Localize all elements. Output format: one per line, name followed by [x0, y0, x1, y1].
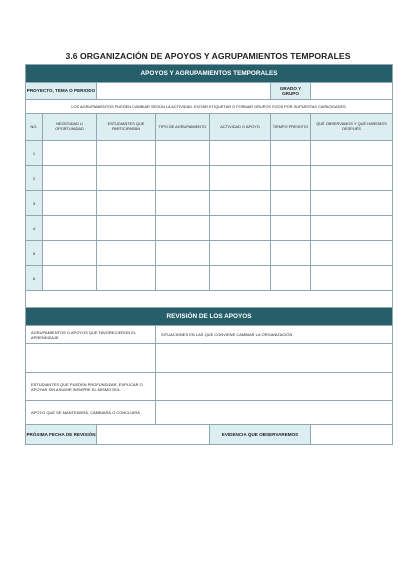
- spacer-row: [26, 291, 393, 308]
- col-header-grouping-type: TIPO DE AGRUPAMIENTO: [156, 114, 210, 141]
- row-number: 4: [26, 216, 43, 241]
- grouping-type-cell[interactable]: [156, 166, 210, 191]
- observations-cell[interactable]: [311, 216, 393, 241]
- time-cell[interactable]: [271, 216, 311, 241]
- effective-supports-field[interactable]: [26, 344, 156, 373]
- grouping-type-cell[interactable]: [156, 141, 210, 166]
- students-cell[interactable]: [97, 166, 156, 191]
- observations-cell[interactable]: [311, 191, 393, 216]
- grouping-note: LOS AGRUPAMIENTOS PUEDEN CAMBIAR SEGÚN LA ACTIVIDAD. EVITAR ETIQUETAR O FORMAR GRUPOS FIJOS POR SUPUESTAS CAPACIDADES.: [26, 100, 393, 114]
- change-situations-label: SITUACIONES EN LAS QUE CONVIENE CAMBIAR LA ORGANIZACIÓN: [156, 326, 393, 344]
- students-cell[interactable]: [97, 191, 156, 216]
- time-cell[interactable]: [271, 241, 311, 266]
- col-header-students: ESTUDIANTES QUE PARTICIPARÁN: [97, 114, 156, 141]
- section-header-review: REVISIÓN DE LOS APOYOS: [26, 308, 393, 326]
- group-label: GRADO Y GRUPO: [271, 83, 311, 100]
- need-cell[interactable]: [43, 241, 97, 266]
- next-review-date-field[interactable]: [97, 425, 210, 445]
- col-header-need: NECESIDAD U OPORTUNIDAD: [43, 114, 97, 141]
- students-cell[interactable]: [97, 241, 156, 266]
- deepen-students-field[interactable]: [156, 373, 393, 401]
- time-cell[interactable]: [271, 191, 311, 216]
- page-title: 3.6 ORGANIZACIÓN DE APOYOS Y AGRUPAMIENTOS TEMPORALES: [65, 51, 351, 61]
- project-label: PROYECTO, TEMA O PERIODO: [26, 83, 97, 100]
- observations-cell[interactable]: [311, 241, 393, 266]
- table-row: [26, 166, 393, 191]
- keep-support-field[interactable]: [156, 401, 393, 425]
- table-row: [26, 216, 393, 241]
- table-row: [26, 191, 393, 216]
- students-cell[interactable]: [97, 141, 156, 166]
- observations-cell[interactable]: [311, 266, 393, 291]
- grouping-type-cell[interactable]: [156, 191, 210, 216]
- section-header-supports: APOYOS Y AGRUPAMIENTOS TEMPORALES: [26, 65, 393, 83]
- activity-cell[interactable]: [210, 216, 271, 241]
- need-cell[interactable]: [43, 216, 97, 241]
- observations-cell[interactable]: [311, 166, 393, 191]
- time-cell[interactable]: [271, 166, 311, 191]
- effective-supports-label: AGRUPAMIENTOS O APOYOS QUE FAVORECIERON EL APRENDIZAJE: [26, 326, 156, 344]
- activity-cell[interactable]: [210, 166, 271, 191]
- activity-cell[interactable]: [210, 241, 271, 266]
- students-cell[interactable]: [97, 266, 156, 291]
- activity-cell[interactable]: [210, 191, 271, 216]
- need-cell[interactable]: [43, 141, 97, 166]
- supports-grouping-form: [25, 64, 393, 445]
- col-header-observations: QUÉ OBSERVAMOS Y QUÉ HAREMOS DESPUÉS: [311, 114, 393, 141]
- table-row: [26, 241, 393, 266]
- grouping-type-cell[interactable]: [156, 241, 210, 266]
- col-header-number: NO.: [26, 114, 43, 141]
- row-number: 2: [26, 166, 43, 191]
- grouping-type-cell[interactable]: [156, 216, 210, 241]
- need-cell[interactable]: [43, 191, 97, 216]
- need-cell[interactable]: [43, 266, 97, 291]
- table-row: [26, 266, 393, 291]
- time-cell[interactable]: [271, 266, 311, 291]
- deepen-students-label: ESTUDIANTES QUE PUEDEN PROFUNDIZAR, EXPLICAR O APOYAR SIN ASUMIR SIEMPRE EL MISMO ROL: [26, 373, 156, 401]
- col-header-time: TIEMPO PREVISTO: [271, 114, 311, 141]
- evidence-label: EVIDENCIA QUE OBSERVAREMOS: [210, 425, 311, 445]
- table-row: [26, 141, 393, 166]
- next-review-date-label: PRÓXIMA FECHA DE REVISIÓN: [26, 425, 97, 445]
- need-cell[interactable]: [43, 166, 97, 191]
- observations-cell[interactable]: [311, 141, 393, 166]
- students-cell[interactable]: [97, 216, 156, 241]
- activity-cell[interactable]: [210, 266, 271, 291]
- row-number: 1: [26, 141, 43, 166]
- grouping-type-cell[interactable]: [156, 266, 210, 291]
- keep-support-label: APOYO QUE SE MANTENDRÁ, CAMBIARÁ O CONCLUIRÁ: [26, 401, 156, 425]
- row-number: 6: [26, 266, 43, 291]
- activity-cell[interactable]: [210, 141, 271, 166]
- row-number: 3: [26, 191, 43, 216]
- evidence-field[interactable]: [311, 425, 393, 445]
- change-situations-field[interactable]: [156, 344, 393, 373]
- row-number: 5: [26, 241, 43, 266]
- group-field[interactable]: [311, 83, 393, 100]
- project-field[interactable]: [97, 83, 271, 100]
- col-header-activity: ACTIVIDAD O APOYO: [210, 114, 271, 141]
- time-cell[interactable]: [271, 141, 311, 166]
